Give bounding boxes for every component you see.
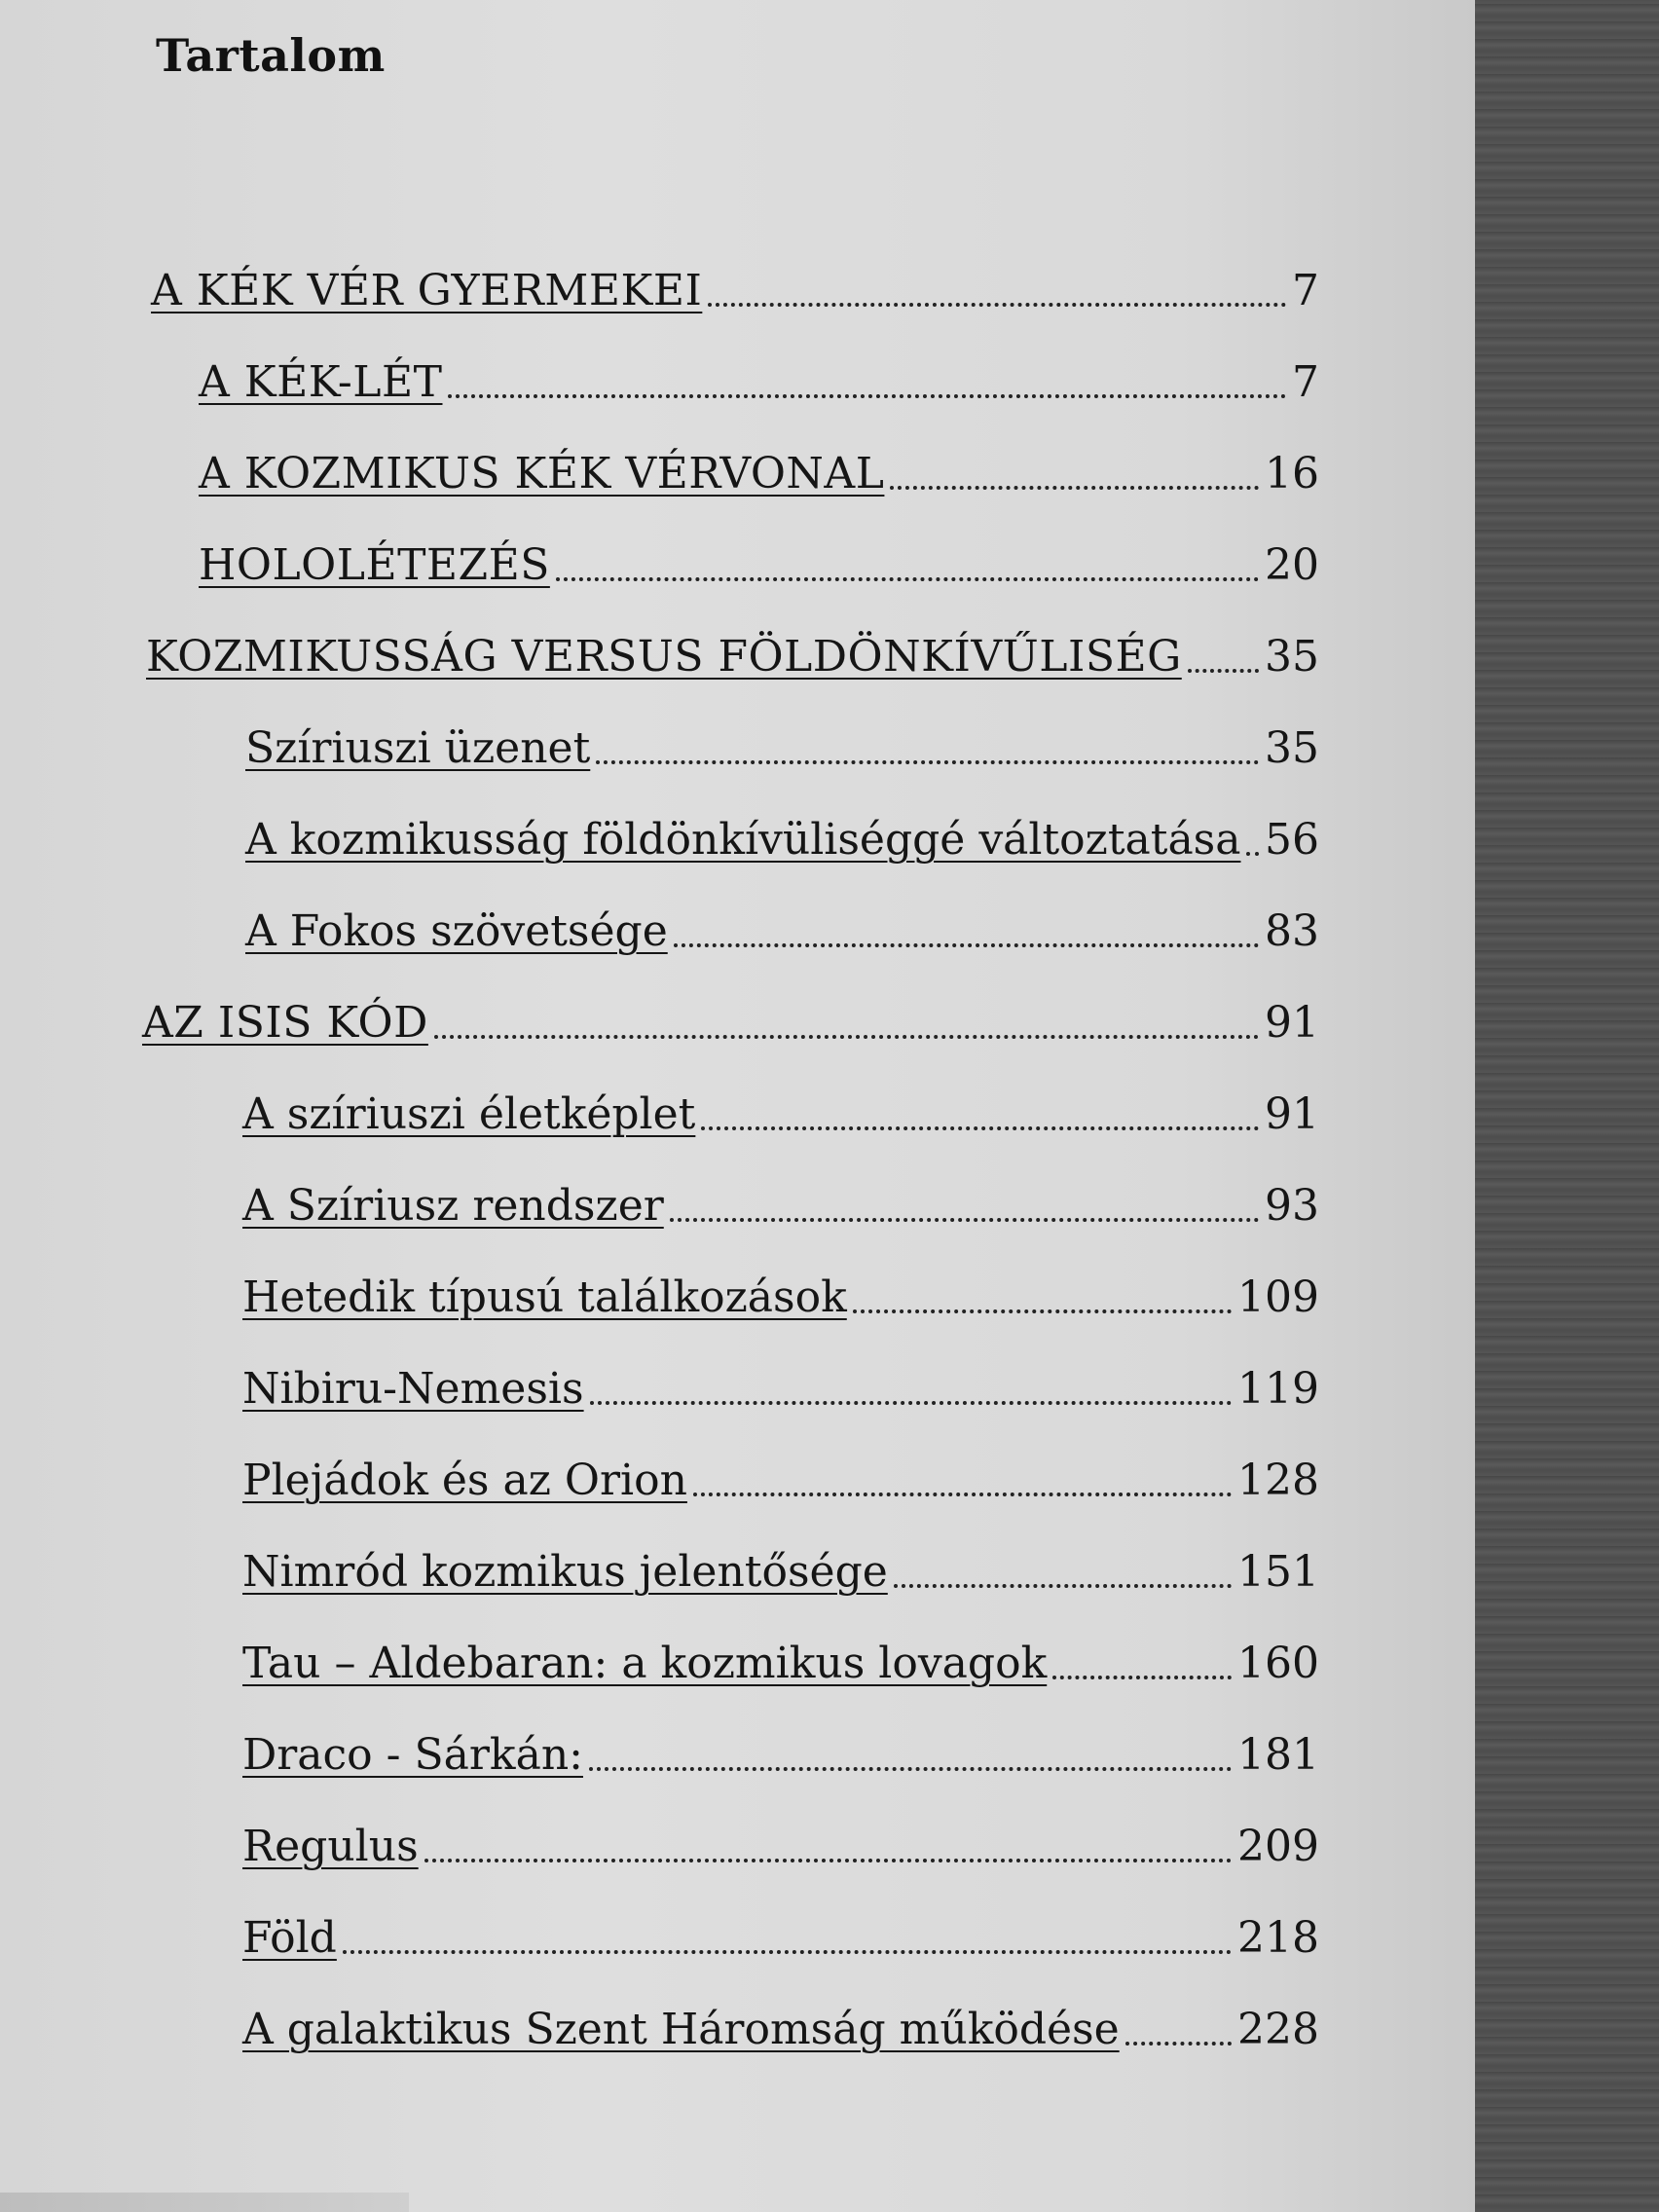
toc-entry-title: Föld [242,1913,337,1963]
toc-entry-title: Szíriuszi üzenet [245,723,591,773]
dot-leader [1188,669,1259,673]
toc-entry-title: A KÉK-LÉT [199,357,443,407]
toc-entry-title: A Szíriusz rendszer [242,1181,664,1231]
toc-entry-title: Nibiru-Nemesis [242,1364,584,1414]
toc-entry-level-3 [242,1262,1319,1322]
toc-entry-page: 83 [1265,906,1319,956]
dot-leader [424,1859,1232,1862]
toc-entry-level-3 [242,1079,1319,1139]
toc-entry-title: Plejádok és az Orion [242,1456,687,1505]
toc-entry-title: A KOZMIKUS KÉK VÉRVONAL [199,449,885,498]
toc-entry-level-1 [151,255,1319,315]
dot-leader [448,394,1286,398]
toc-entry-title: A KÉK VÉR GYERMEKEI [151,266,703,315]
toc-entry-page: 160 [1237,1639,1319,1688]
dot-leader [1246,852,1259,856]
dot-leader [343,1950,1232,1954]
toc-entry-level-3 [242,1445,1319,1505]
dot-leader [894,1584,1232,1588]
book-spine [1475,0,1659,2212]
toc-entry-level-3 [242,1902,1319,1963]
toc-entry-page: 35 [1265,723,1319,773]
toc-entry-level-3 [245,713,1319,773]
toc-entry-level-3 [242,1719,1319,1780]
toc-entry-page: 128 [1237,1456,1319,1505]
toc-entry-page: 228 [1237,2005,1319,2054]
dot-leader [701,1126,1259,1130]
dot-leader [708,303,1286,307]
toc-entry-title: KOZMIKUSSÁG VERSUS FÖLDÖNKÍVŰLISÉG [146,632,1182,682]
toc-entry-title: A szíriuszi életképlet [242,1089,696,1139]
toc-entry-title: Hetedik típusú találkozások [242,1272,847,1322]
dot-leader [590,1401,1232,1405]
toc-entry-level-3 [245,804,1319,865]
toc-entry-title: A Fokos szövetsége [245,906,668,956]
toc-entry-page: 91 [1265,1089,1319,1139]
toc-entry-page: 7 [1292,357,1319,407]
toc-entry-page: 7 [1292,266,1319,315]
toc-entry-level-3 [242,1353,1319,1414]
toc-entry-page: 181 [1237,1730,1319,1780]
dot-leader [670,1218,1259,1222]
toc-entry-page: 119 [1237,1364,1319,1414]
dot-leader [674,943,1259,947]
toc-entry-level-1 [146,621,1319,682]
toc-entry-title: A galaktikus Szent Háromság működése [242,2005,1120,2054]
dot-leader [693,1493,1232,1496]
toc-entry-level-3 [242,1994,1319,2054]
toc-entry-level-3 [242,1811,1319,1871]
toc-entry-page: 35 [1265,632,1319,682]
toc-entry-page: 56 [1265,815,1319,865]
toc-entry-title: HOLOLÉTEZÉS [199,540,550,590]
toc-entry-title: A kozmikusság földönkívüliséggé változtatása [245,815,1241,865]
toc-entry-page: 209 [1237,1822,1319,1871]
toc-entry-page: 91 [1265,998,1319,1048]
toc-entry-page: 16 [1265,449,1319,498]
dot-leader [890,486,1259,490]
toc-entry-level-2 [199,347,1319,407]
dot-leader [1125,2042,1232,2046]
page-title: Tartalom [156,29,386,82]
dot-leader [556,577,1259,581]
dot-leader [434,1035,1259,1039]
toc-entry-level-2 [199,438,1319,498]
dot-leader [853,1309,1232,1313]
page-bottom-edge [0,2193,409,2212]
toc-entry-page: 151 [1237,1547,1319,1597]
toc-entry-title: Draco - Sárkán: [242,1730,583,1780]
toc-entry-page: 93 [1265,1181,1319,1231]
toc-entry-page: 218 [1237,1913,1319,1963]
toc-entry-title: Tau – Aldebaran: a kozmikus lovagok [242,1639,1048,1688]
toc-entry-level-2 [199,530,1319,590]
dot-leader [589,1767,1232,1771]
toc-entry-title: Nimród kozmikus jelentősége [242,1547,888,1597]
toc-entry-level-1 [142,987,1319,1048]
toc-entry-page: 20 [1265,540,1319,590]
toc-entry-level-3 [242,1628,1319,1688]
dot-leader [596,760,1259,764]
toc-entry-level-3 [245,896,1319,956]
toc-entry-level-3 [242,1536,1319,1597]
toc-entry-level-3 [242,1170,1319,1231]
toc-entry-title: Regulus [242,1822,419,1871]
toc-entry-page: 109 [1237,1272,1319,1322]
dot-leader [1052,1676,1232,1679]
toc-entry-title: AZ ISIS KÓD [142,998,428,1048]
